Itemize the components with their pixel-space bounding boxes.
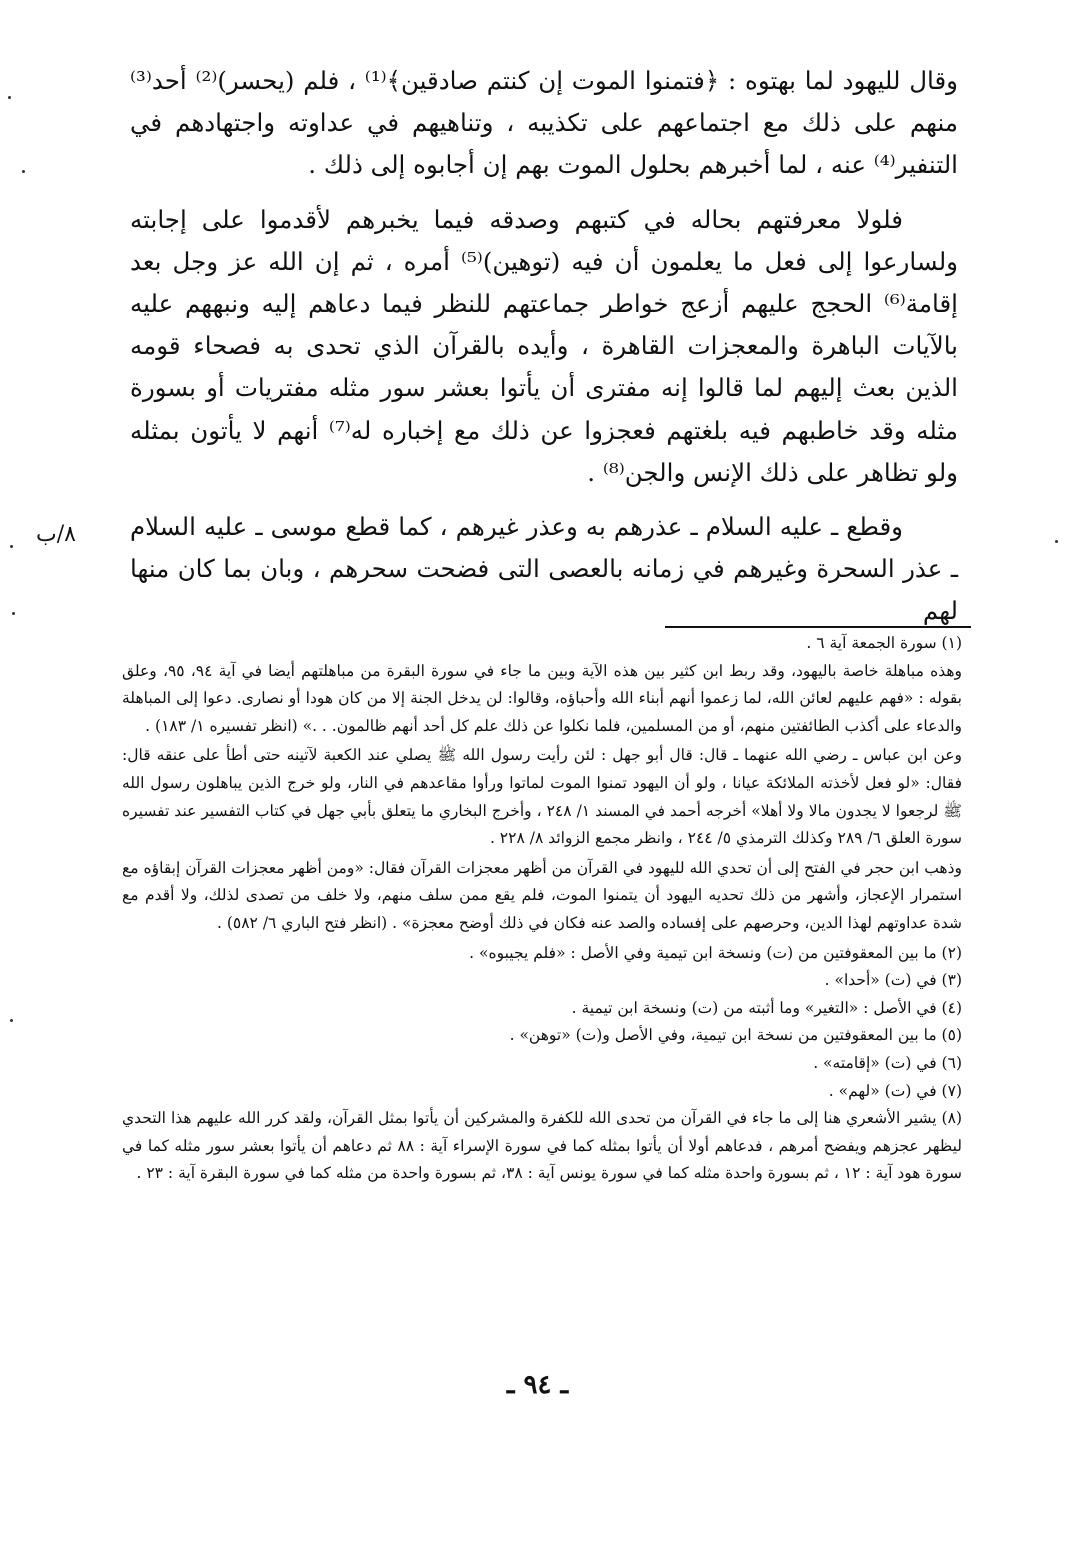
- footnote-3: (٣) في (ت) «أحدا» .: [824, 971, 962, 990]
- footnote-6: (٦) في (ت) «إقامته» .: [813, 1053, 962, 1072]
- scan-speck: [12, 612, 15, 615]
- scan-speck: [10, 1019, 13, 1022]
- footnote-1-commentary-b: وعن ابن عباس ـ رضي الله عنهما ـ قال: قال أبو جهل : لئن رأيت رسول الله ﷺ يصلي عند الكعبة لآتينه حتى أطأ على عنقه قال: فقال: «لو فعل لأخذته الملائكة عيانا ، ولو أن اليهود تمنوا الموت لماتوا ورأوا مقاعدهم في النار، ولو خرج الذين يباهلون رسول الله ﷺ لرجعوا لا يجدون مالا ولا أهلا» أخرجه أحمد في المسند ١/ ٢٤٨ ، وأخرج البخاري ما يتعلق بأبي جهل في كتاب التفسير عند تفسيره سورة العلق ٦/ ٢٨٩ وكذلك الترمذي ٥/ ٢٤٤ ، وانظر مجمع الزوائد ٨/ ٢٢٨ .: [122, 746, 963, 848]
- scan-speck: [22, 170, 25, 173]
- footnote-1-commentary-c: وذهب ابن حجر في الفتح إلى أن تحدي الله لليهود في القرآن من أظهر معجزات القرآن فقال: «ومن أظهر معجزات القرآن إبقاؤه مع استمرار الإعجاز، وأشهر من ذلك تحديه اليهود أن يتمنوا الموت، فلم يقع ممن سلف منهم، ولا خلف من تصدى لذلك، ولا أقدم مع شدة عداوتهم لهذا الدين، وحرصهم على إفساده والصد عنه فكان في ذلك أوضح معجزة» . (انظر فتح الباري ٦/ ٥٨٢) .: [122, 858, 962, 932]
- manuscript-folio-marker: ٨/ب: [36, 522, 76, 547]
- main-paragraph-3: وقطع ـ عليه السلام ـ عذرهم به وعذر غيرهم ، كما قطع موسى ـ عليه السلام ـ عذر السحرة وغيرهم في زمانه بالعصى التى فضحت سحرهم ، وبان بما كان منها لهم: [130, 512, 958, 626]
- page-number: ـ ٩٤ ـ: [506, 1370, 569, 1400]
- scan-speck: [1055, 540, 1058, 543]
- footnotes-block: [122, 630, 962, 1190]
- footnote-1: (١) سورة الجمعة آية ٦ .: [806, 634, 962, 652]
- main-paragraph-1: وقال لليهود لما بهتوه : ﴿فتمنوا الموت إن كنتم صادقين﴾⁽¹⁾ ، فلم (يحسر)⁽²⁾ أحد⁽³⁾ منهم على ذلك مع اجتماعهم على تكذيبه ، وتناهيهم في عداوته واجتهادهم في التنفير⁽⁴⁾ عنه ، لما أخبرهم بحلول الموت بهم إن أجابوه إلى ذلك .: [130, 66, 959, 180]
- footnote-1-commentary-a: وهذه مباهلة خاصة باليهود، وقد ربط ابن كثير بين هذه الآية وبين ما جاء في سورة البقرة من مباهلتهم أيضا في آية ٩٤، ٩٥، وعلق بقوله : «فهم عليهم لعائن الله، لما زعموا أنهم أبناء الله وأحباؤه، وقالوا: لن يدخل الجنة إلا من كان هودا أو نصارى. دعوا إلى المباهلة والدعاء على أكذب الطائفتين منهم، أو من المسلمين، فلما نكلوا عن ذلك علم كل أحد أنهم ظالمون. . .» (انظر تفسيره ١/ ١٨٣) .: [122, 661, 962, 735]
- scan-speck: [10, 545, 13, 548]
- footnote-5: (٥) ما بين المعقوفتين من نسخة ابن تيمية، وفي الأصل و(ت) «توهن» .: [509, 1026, 962, 1045]
- footnote-7: (٧) في (ت) «لهم» .: [828, 1081, 962, 1100]
- scan-speck: [8, 96, 11, 99]
- main-text-block: [130, 60, 958, 645]
- footnote-separator: [665, 626, 971, 628]
- footnote-2: (٢) ما بين المعقوفتين من (ت) ونسخة ابن تيمية وفي الأصل : «فلم يجيبوه» .: [469, 943, 962, 962]
- footnote-8: (٨) يشير الأشعري هنا إلى ما جاء في القرآن من تحدى الله للكفرة والمشركين أن يأتوا بمثل القرآن، ولقد كرر الله عليهم هذا التحدي ليظهر عجزهم ويفضح أمرهم ، فدعاهم أولا أن يأتوا بمثله كما في سورة الإسراء آية : ٨٨ ثم دعاهم أن يأتوا بعشر سور مثله كما في سورة هود آية : ١٢ ، ثم بسورة واحدة مثله كما في سورة يونس آية : ٣٨، ثم بسورة واحدة من مثله كما في سورة البقرة آية : ٢٣ .: [122, 1109, 962, 1183]
- main-paragraph-2: فلولا معرفتهم بحاله في كتبهم وصدقه فيما يخبرهم لأقدموا على إجابته ولسارعوا إلى فعل ما يعلمون أن فيه (توهين)⁽⁵⁾ أمره ، ثم إن الله عز وجل بعد إقامة⁽⁶⁾ الحجج عليهم أزعج خواطر جماعتهم للنظر فيما دعاهم إليه ونبههم عليه بالآيات الباهرة والمعجزات القاهرة ، وأيده بالقرآن الذي تحدى به فصحاء قومه الذين بعث إليهم لما قالوا إنه مفترى أن يأتوا بعشر سور مثله مفتريات أو بسورة مثله وقد خاطبهم فيه بلغتهم فعجزوا عن ذلك مع إخباره له⁽⁷⁾ أنهم لا يأتون بمثله ولو تظاهر على ذلك الإنس والجن⁽⁸⁾ .: [130, 204, 958, 487]
- footnote-4: (٤) في الأصل : «التغير» وما أثبته من (ت) ونسخة ابن تيمية .: [571, 998, 962, 1017]
